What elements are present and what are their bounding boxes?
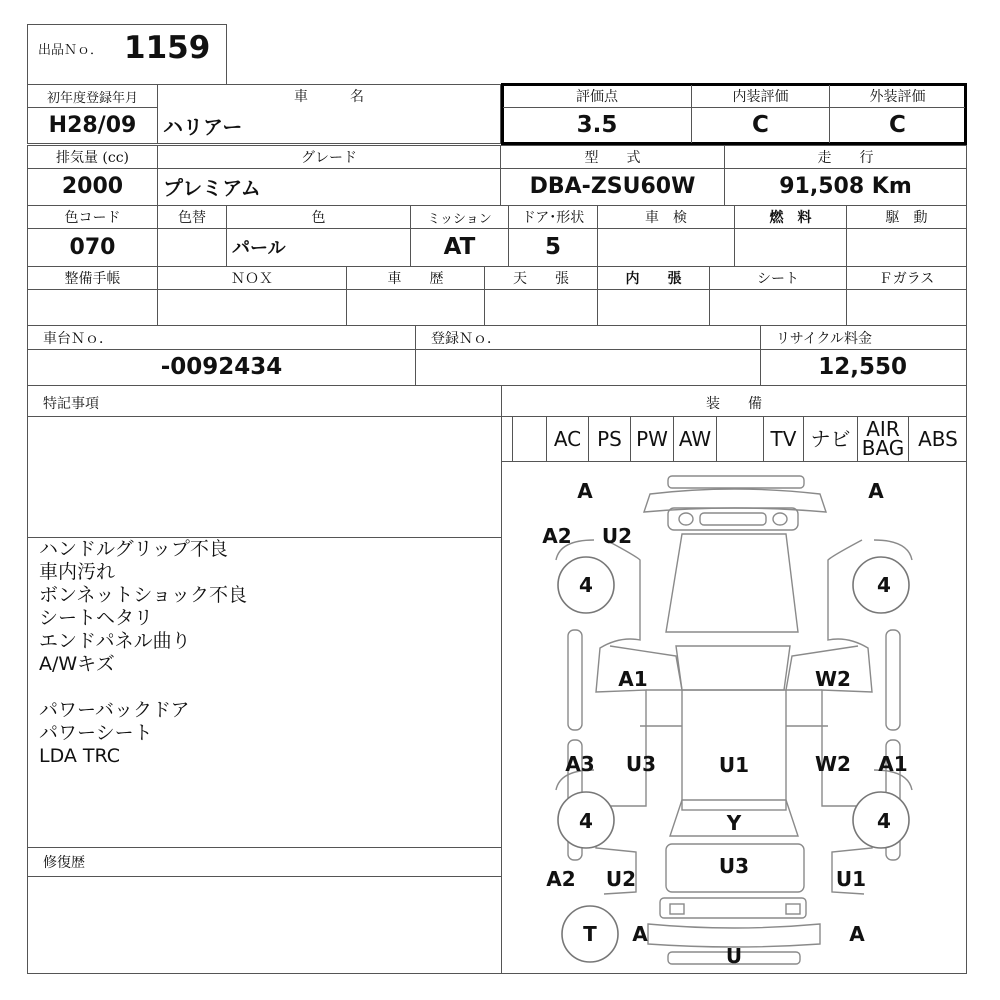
maintenance-book-label: 整備手帳 — [64, 271, 121, 287]
mark-rear-right-wheel: 4 — [877, 809, 891, 833]
interior-rating-label: 内装評価 — [732, 89, 789, 105]
grade-label: グレード — [301, 150, 357, 166]
repair-history-label: 修復歴 — [43, 855, 85, 871]
mark-rear-right-corner: A — [849, 922, 865, 946]
exterior-rating-label: 外装評価 — [869, 89, 926, 105]
equipment-pw: PW — [630, 416, 673, 462]
drive-label: 駆 動 — [885, 210, 928, 226]
note-line: エンドパネル曲り — [39, 630, 191, 652]
repaint-label: 色替 — [178, 210, 206, 226]
mark-left-rear-door-u3: U3 — [625, 752, 657, 776]
lot-number-box — [27, 24, 227, 85]
vehicle-history-label: 車 歴 — [387, 271, 444, 287]
mark-right-rear-door: W2 — [815, 752, 851, 776]
divider — [27, 289, 967, 290]
note-line: パワーシート — [39, 722, 153, 744]
mark-roof: U1 — [718, 753, 750, 777]
equipment-blank — [716, 416, 763, 462]
color-label: 色 — [311, 210, 326, 226]
mark-tailgate: U3 — [718, 854, 750, 878]
note-line: パワーバックドア — [39, 699, 190, 721]
mark-rear-left-quarter-u2: U2 — [605, 867, 637, 891]
mark-front-right-corner: A — [868, 479, 884, 503]
registration-number-label: 登録Ｎｏ． — [431, 331, 501, 347]
interior-rating-value: C — [752, 112, 769, 138]
fuel-label: 燃 料 — [769, 210, 812, 226]
mark-spare-tire: T — [583, 922, 597, 946]
mark-rear-right-quarter: U1 — [835, 867, 867, 891]
model-value: DBA-ZSU60W — [529, 174, 696, 199]
front-glass-label: Ｆガラス — [878, 271, 935, 287]
mission-label: ミッション — [427, 211, 492, 227]
note-line: LDA TRC — [39, 745, 121, 767]
registration-date-value: H28/09 — [48, 112, 137, 138]
nox-label: ＮＯＸ — [231, 271, 273, 287]
mark-rear-left-corner: A — [632, 922, 648, 946]
mark-rear-window: Y — [726, 811, 742, 835]
equipment-navi: ナビ — [803, 416, 857, 462]
equipment-airbag: AIR BAG — [857, 416, 908, 462]
seat-label: シート — [757, 271, 799, 287]
equipment-ac: AC — [546, 416, 588, 462]
color-code-label: 色コード — [64, 210, 121, 226]
inspection-value — [597, 228, 735, 266]
registration-number-value — [415, 349, 761, 385]
mileage-label: 走 行 — [817, 150, 874, 166]
divider — [27, 228, 967, 229]
color-code-value: 070 — [69, 234, 116, 260]
mark-right-rear-quarter: A1 — [878, 752, 908, 776]
roof-lining-label: 天 張 — [513, 271, 569, 287]
chassis-number-label: 車台Ｎｏ． — [43, 331, 113, 347]
interior-trim-label: 内 張 — [625, 271, 682, 287]
equipment-abs: ABS — [908, 416, 967, 462]
displacement-label: 排気量 (cc) — [55, 150, 130, 166]
divider — [27, 168, 967, 169]
repaint-value — [157, 228, 227, 266]
note-line: ハンドルグリップ不良 — [39, 538, 228, 560]
divider — [27, 876, 502, 877]
model-label: 型 式 — [584, 150, 641, 166]
door-label: ドア･形状 — [521, 210, 585, 226]
exterior-rating-value: C — [889, 112, 906, 138]
score-value: 3.5 — [576, 112, 618, 138]
mark-front-left-corner: A — [577, 479, 593, 503]
equipment-ps: PS — [588, 416, 630, 462]
mark-rear-left-quarter-a2: A2 — [546, 867, 576, 891]
note-line: A/Wキズ — [39, 653, 115, 675]
recycle-fee-label: リサイクル料金 — [776, 331, 873, 347]
mark-right-front-door: W2 — [815, 667, 851, 691]
drive-value — [846, 228, 967, 266]
door-value: 5 — [544, 234, 561, 260]
divider — [27, 349, 967, 350]
mission-value: AT — [443, 234, 476, 260]
car-name-label: 車 名 — [294, 89, 364, 105]
lot-number-label: 出品Ｎｏ． — [38, 43, 104, 58]
equipment-blank — [512, 416, 546, 462]
note-line: 車内汚れ — [39, 561, 116, 583]
mark-left-front-door: A1 — [618, 667, 648, 691]
registration-date-label: 初年度登録年月 — [46, 90, 138, 106]
car-name-value: ハリアー — [163, 114, 243, 139]
notes-label: 特記事項 — [43, 396, 99, 412]
equipment-tv: TV — [763, 416, 803, 462]
note-line — [39, 676, 489, 699]
lot-number: 1159 — [124, 30, 211, 66]
note-line: ボンネットショック不良 — [39, 584, 248, 606]
recycle-fee-value: 12,550 — [818, 354, 907, 380]
grade-value: プレミアム — [163, 176, 261, 200]
mark-rear-bumper: U — [725, 944, 743, 968]
divider — [27, 416, 502, 417]
car-damage-diagram — [501, 462, 967, 974]
chassis-number-value: -0092434 — [160, 354, 283, 380]
notes-list — [39, 538, 489, 768]
inspection-label: 車 検 — [645, 210, 687, 226]
mark-left-rear-door-a3: A3 — [565, 752, 595, 776]
mark-front-left-fender-u: U2 — [601, 524, 633, 548]
mark-rear-left-wheel: 4 — [579, 809, 593, 833]
mark-front-right-wheel: 4 — [877, 573, 891, 597]
equipment-label: 装 備 — [706, 396, 762, 412]
score-label: 評価点 — [576, 89, 618, 105]
color-value: パール — [232, 238, 286, 259]
equipment-aw: AW — [673, 416, 716, 462]
mark-front-left-fender: A2 — [542, 524, 572, 548]
mileage-value: 91,508 Km — [779, 174, 912, 199]
fuel-value — [734, 228, 847, 266]
displacement-value: 2000 — [61, 174, 124, 199]
note-line: シートヘタリ — [39, 607, 154, 629]
mark-front-left-wheel: 4 — [579, 573, 593, 597]
